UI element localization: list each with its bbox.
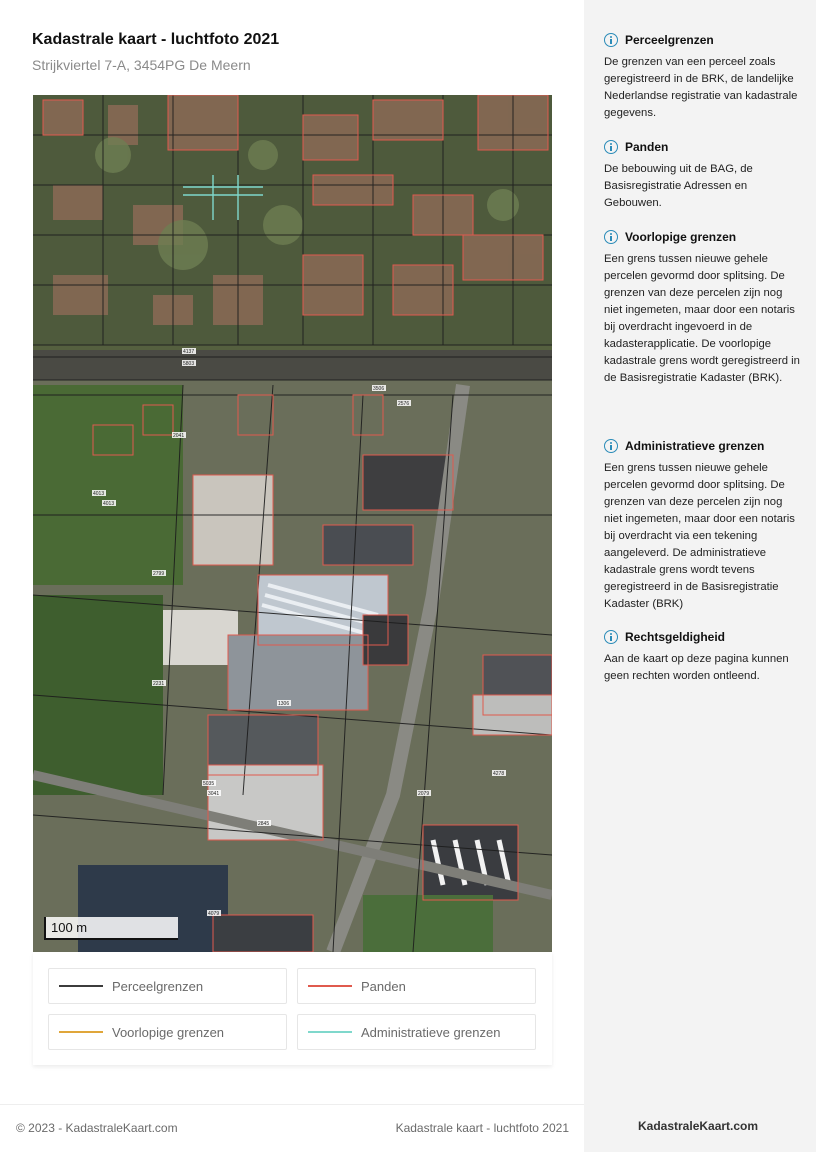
parcel-number: 5803: [183, 361, 195, 367]
parcel-number: 4278: [493, 771, 505, 777]
legend-swatch-provisional: [59, 1031, 103, 1033]
legend-sidebar: [584, 0, 816, 1152]
parcel-number: 2799: [153, 571, 165, 577]
info-icon: [604, 140, 618, 154]
legend-swatch-administrative: [308, 1031, 352, 1033]
section-body: Een grens tussen nieuwe gehele percelen gevormd door splitsing. De grenzen van deze percelen zijn nog niet ingemeten, maar door een notaris bij overdracht ingevoerd in de kadasterapplicatie. De voorlopige kadastrale grens wordt geregistreerd in de Basisregistratie Kadaster (BRK).: [604, 253, 800, 384]
parcel-number: 4079: [208, 911, 220, 917]
aerial-cadastral-map[interactable]: [33, 95, 552, 952]
section-body: Een grens tussen nieuwe gehele percelen gevormd door splitsing. De grenzen van deze percelen zijn nog niet ingemeten, maar door een notaris bij overdracht via een tekening aangeleverd. De administratieve kadastrale grens wordt tevens geregistreerd in de Basisregistratie Kadaster (BRK): [604, 462, 795, 610]
info-icon: [604, 230, 618, 244]
legend-swatch-building: [308, 985, 352, 987]
parcel-number: 1306: [278, 701, 290, 707]
legend-item-voorlopige-grenzen: [48, 1014, 287, 1050]
section-heading: Administratieve grenzen: [625, 439, 765, 453]
section-heading: Rechtsgeldigheid: [625, 630, 726, 644]
map-canvas: [33, 95, 552, 952]
parcel-number: 2041: [173, 433, 185, 439]
parcel-number: 4013: [93, 491, 105, 497]
parcel-number: 4137: [183, 349, 195, 355]
legend-label: Voorlopige grenzen: [112, 1025, 225, 1040]
legend-swatch-parcel: [59, 985, 103, 987]
parcel-number: 2576: [398, 401, 410, 407]
parcel-number: 2231: [153, 681, 165, 687]
info-icon: [604, 630, 618, 644]
address-subtitle: Strijkviertel 7-A, 3454PG De Meern: [32, 57, 251, 73]
map-legend: [33, 952, 552, 1065]
scale-bar: 100 m: [44, 917, 178, 940]
parcel-number: 4013: [103, 501, 115, 507]
parcel-number: 2845: [258, 821, 270, 827]
page-footer: [0, 1104, 584, 1152]
section-rechtsgeldigheid: [604, 628, 802, 685]
footer-title: Kadastrale kaart - luchtfoto 2021: [395, 1121, 569, 1135]
legend-item-panden: [297, 968, 536, 1004]
parcel-number: 3041: [208, 791, 220, 797]
section-administratieve-grenzen: [604, 437, 802, 613]
page-title: Kadastrale kaart - luchtfoto 2021: [32, 31, 280, 48]
legend-label: Perceelgrenzen: [112, 979, 204, 994]
sidebar-footer: [584, 1104, 816, 1152]
section-voorlopige-grenzen: [604, 228, 802, 387]
section-heading: Voorlopige grenzen: [625, 230, 737, 244]
info-icon: [604, 33, 618, 47]
legend-item-perceelgrenzen: [48, 968, 287, 1004]
legend-label: Panden: [361, 979, 406, 994]
parcel-number: 2079: [418, 791, 430, 797]
info-icon: [604, 439, 618, 453]
brand-link[interactable]: KadastraleKaart.com: [638, 1119, 759, 1133]
section-body: De bebouwing uit de BAG, de Basisregistratie Adressen en Gebouwen.: [604, 163, 753, 209]
parcel-number: 5035: [203, 781, 215, 787]
section-panden: [604, 138, 802, 212]
section-body: De grenzen van een perceel zoals geregistreerd in de BRK, de landelijke Nederlandse registratie van kadastrale gegevens.: [604, 56, 798, 119]
section-perceelgrenzen: [604, 31, 802, 122]
section-heading: Panden: [625, 140, 669, 154]
section-heading: Perceelgrenzen: [625, 33, 714, 47]
copyright-text: © 2023 - KadastraleKaart.com: [16, 1121, 178, 1135]
legend-item-administratieve-grenzen: [297, 1014, 536, 1050]
section-body: Aan de kaart op deze pagina kunnen geen rechten worden ontleend.: [604, 653, 789, 682]
legend-label: Administratieve grenzen: [361, 1025, 501, 1040]
parcel-number: 3506: [373, 386, 385, 392]
